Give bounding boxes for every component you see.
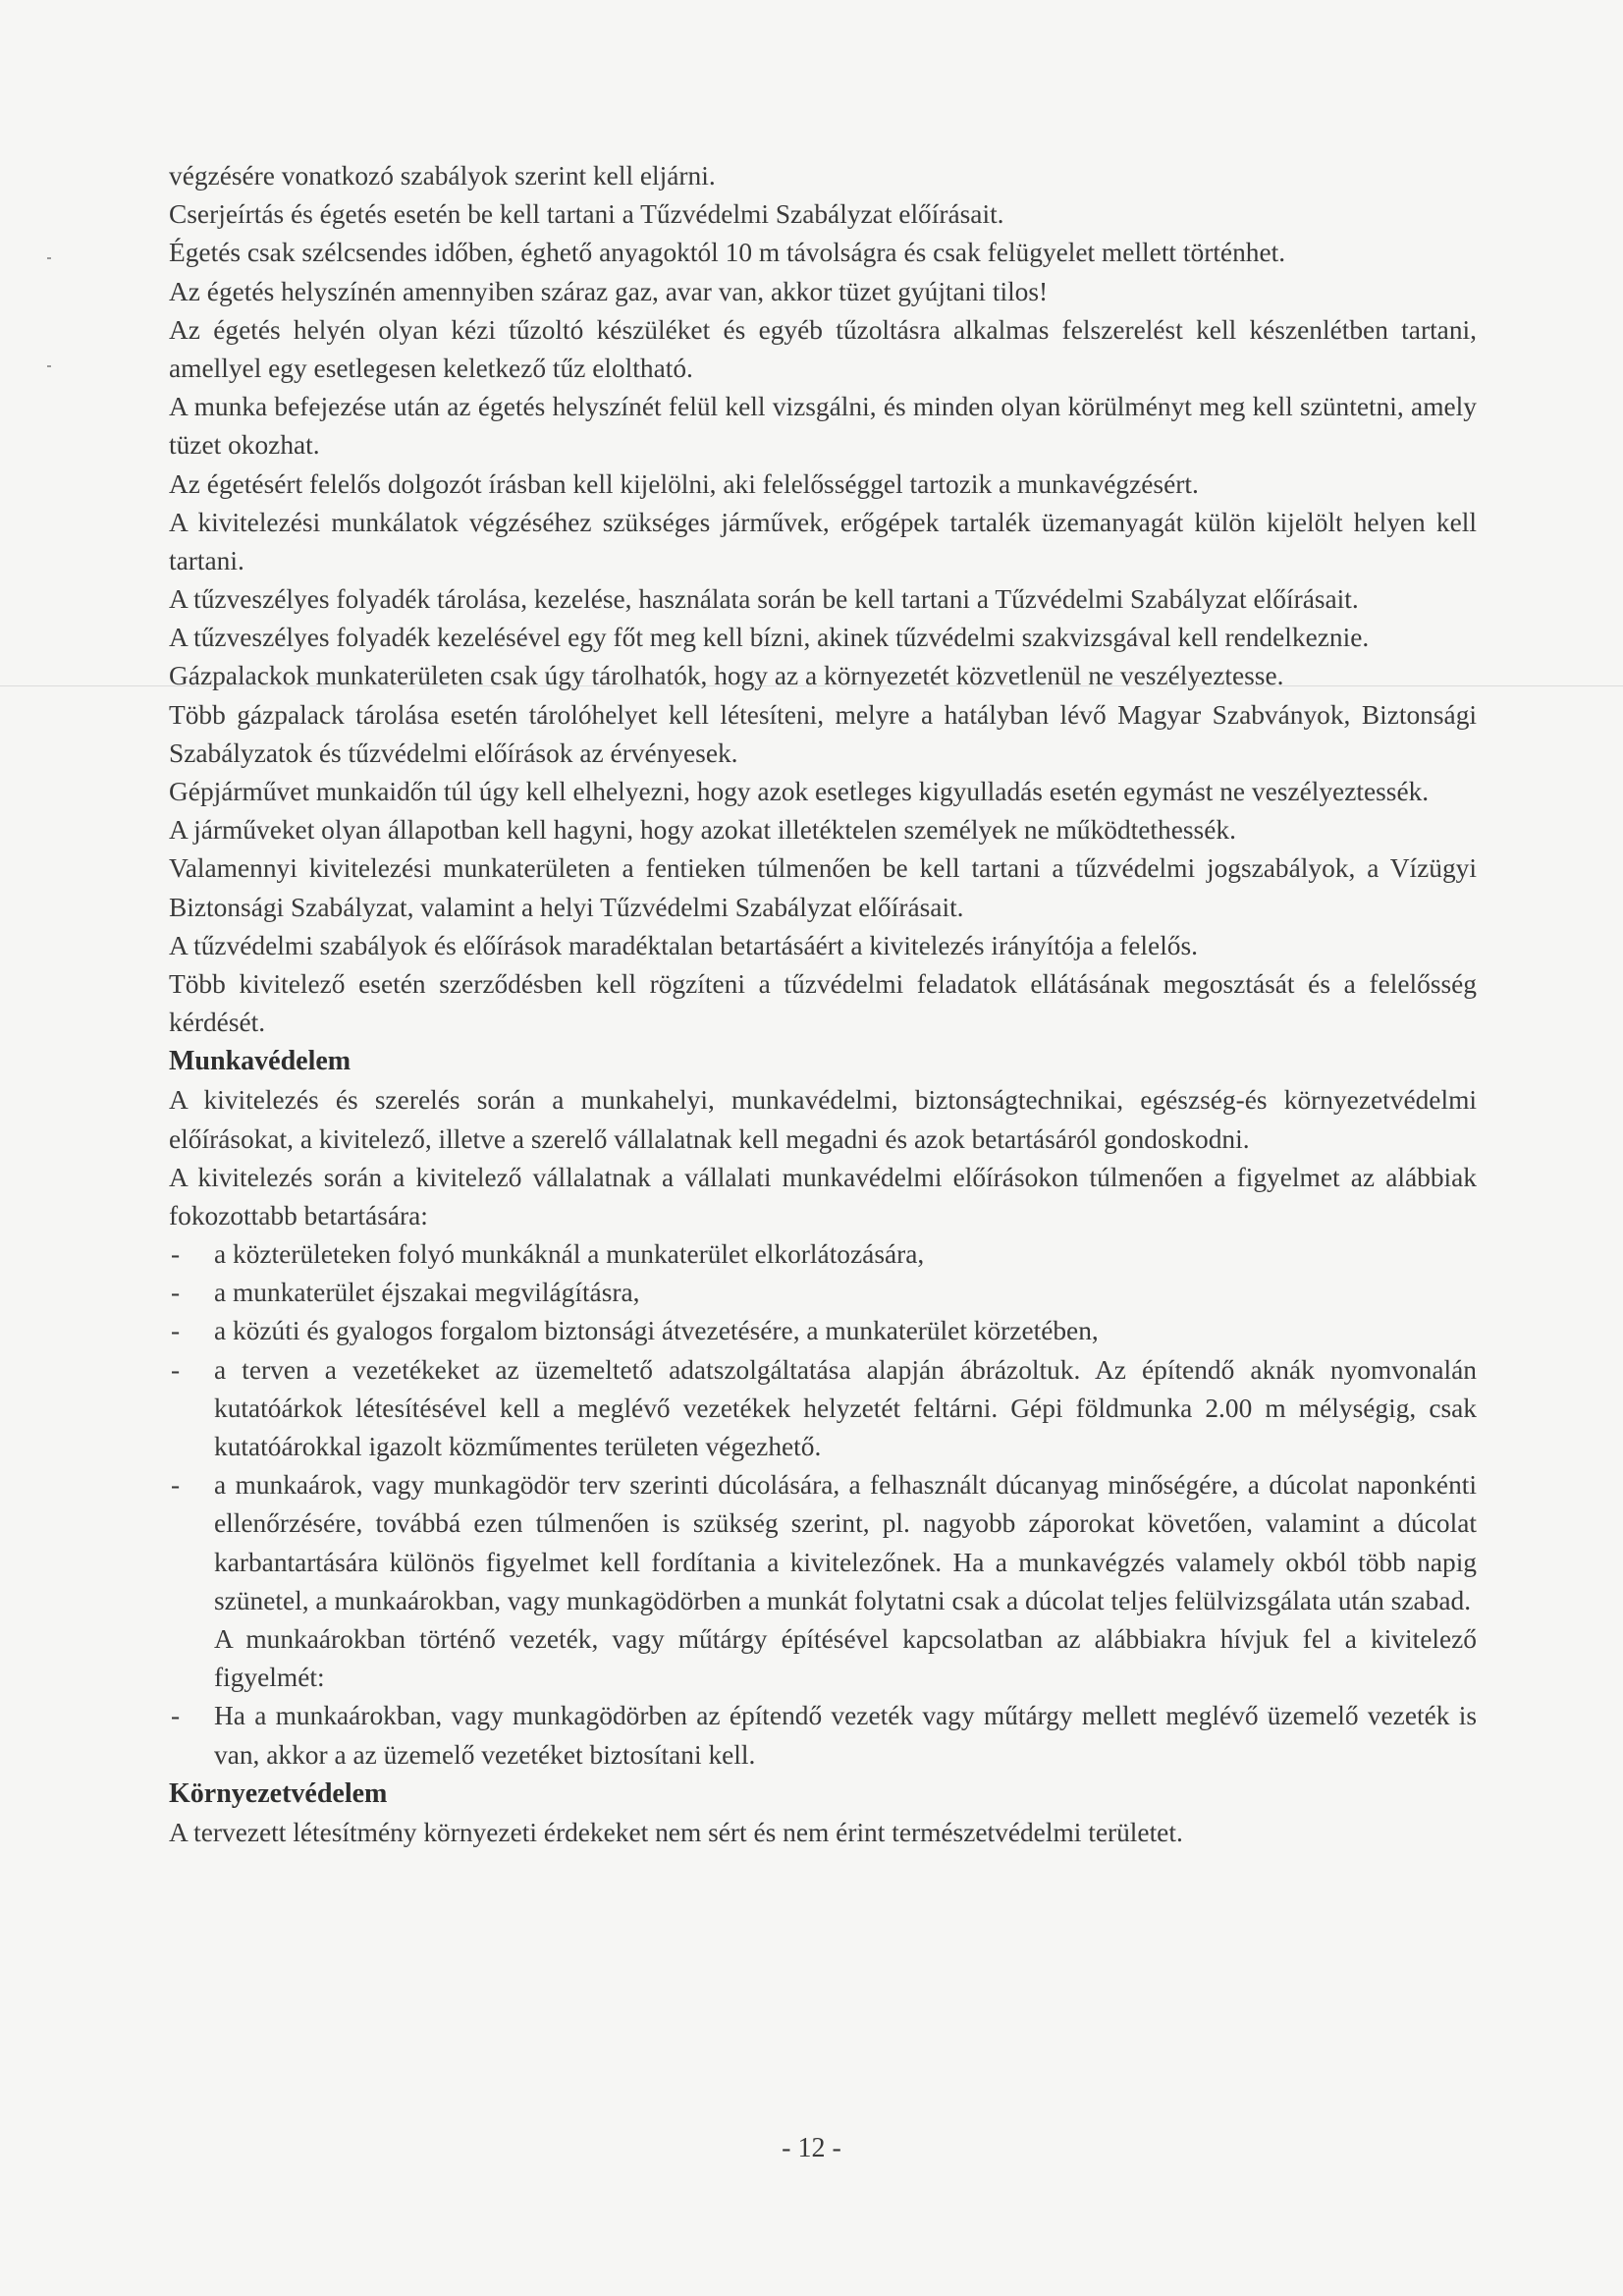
paragraph: Az égetésért felelős dolgozót írásban kell kijelölni, aki felelősséggel tartozik a munkavégzésért.: [169, 468, 1199, 499]
paragraph: A járműveket olyan állapotban kell hagyni, hogy azokat illetéktelen személyek ne működtethessék.: [169, 815, 1236, 846]
paragraph: végzésére vonatkozó szabályok szerint kell eljárni.: [169, 161, 716, 191]
section-heading-munkavedelem: Munkavédelem: [169, 1046, 352, 1077]
paragraph: Több gázpalack tárolása esetén tárolóhelyet kell létesíteni, melyre a hatályban lévő Magyar Szabványok, Biztonsági Szabályzatok és tűzvédelmi előírások az érvényesek.: [169, 699, 1477, 768]
paragraph: A munka befejezése után az égetés helyszínét felül kell vizsgálni, és minden olyan körülményt meg kell szüntetni, amely tüzet okozhat.: [169, 392, 1477, 461]
paragraph: A kivitelezési munkálatok végzéséhez szükséges járművek, erőgépek tartalék üzemanyagát külön kijelölt helyen kell tartani.: [169, 507, 1477, 575]
paragraph: A tűzvédelmi szabályok és előírások maradéktalan betartásáért a kivitelezés irányítója a felelős.: [169, 930, 1199, 960]
list-item: - a munkaárok, vagy munkagödör terv szerinti dúcolására, a felhasznált dúcanyag minőségére, a dúcolat naponkénti ellenőrzésére, továbbá ezen túlmenően is szükség szerint, pl. nagyobb záporokat követően, valamint a dúcolat karbantartására különös figyelmet kell fordítania a kivitelezőnek. Ha a munkavégzés valamely okból több napig szünetel, a munkaárokban, vagy munkagödörben a munkát folytatni csak a dúcolat teljes felülvizsgálata után szabad.: [169, 1466, 1477, 1620]
margin-mark: [47, 257, 51, 259]
paragraph: Valamennyi kivitelezési munkaterületen a fentieken túlmenően be kell tartani a tűzvédelmi jogszabályok, a Vízügyi Biztonsági Szabályzat, valamint a helyi Tűzvédelmi Szabályzat előírásait.: [169, 853, 1477, 922]
list-item: - a munkaterület éjszakai megvilágításra,: [169, 1274, 1477, 1312]
page-number: - 12 -: [782, 2133, 841, 2163]
paragraph: A kivitelezés és szerelés során a munkahelyi, munkavédelmi, biztonságtechnikai, egészség-és környezetvédelmi előírásokat, a kivitelező, illetve a szerelő vállalatnak kell megadni és azok betartásáról gondoskodni.: [169, 1085, 1477, 1154]
requirements-list: [169, 1235, 1477, 1620]
list-item: - Ha a munkaárokban, vagy munkagödörben az építendő vezeték vagy műtárgy mellett meglévő üzemelő vezeték is van, akkor a az üzemelő vezetéket biztosítani kell.: [169, 1697, 1477, 1774]
paragraph: Az égetés helyén olyan kézi tűzoltó készüléket és egyéb tűzoltásra alkalmas felszerelést kell készenlétben tartani, amellyel egy esetlegesen keletkező tűz eloltható.: [169, 314, 1477, 383]
list-item: - a terven a vezetékeket az üzemeltető adatszolgáltatása alapján ábrázoltuk. Az építendő aknák nyomvonalán kutatóárkok létesítésével kell a meglévő vezetékek helyzetét feltárni. Gépi földmunka 2.00 m mélységig, csak kutatóárokkal igazolt közműmentes területen végezhető.: [169, 1351, 1477, 1467]
requirements-list-2: [169, 1697, 1477, 1774]
paragraph: A kivitelezés során a kivitelező vállalatnak a vállalati munkavédelmi előírásokon túlmenően a figyelmet az alábbiak fokozottabb betartására:: [169, 1162, 1477, 1230]
document-body: [169, 157, 1477, 1852]
margin-mark: [47, 365, 51, 367]
list-item: - a közúti és gyalogos forgalom biztonsági átvezetésére, a munkaterület körzetében,: [169, 1312, 1477, 1350]
paragraph: A tűzveszélyes folyadék kezelésével egy főt meg kell bízni, akinek tűzvédelmi szakvizsgával kell rendelkeznie.: [169, 623, 1370, 653]
paragraph: Gázpalackok munkaterületen csak úgy tárolhatók, hogy az a környezetét közvetlenül ne veszélyeztesse.: [169, 661, 1284, 691]
paragraph: Égetés csak szélcsendes időben, éghető anyagoktól 10 m távolságra és csak felügyelet mellett történhet.: [169, 238, 1286, 268]
indented-paragraph: A munkaárokban történő vezeték, vagy műtárgy építésével kapcsolatban az alábbiakra hívjuk fel a kivitelező figyelmét:: [214, 1623, 1477, 1693]
section-heading-kornyezetvedelem: Környezetvédelem: [169, 1777, 388, 1809]
paragraph: A tervezett létesítmény környezeti érdekeket nem sért és nem érint természetvédelmi területet.: [169, 1817, 1183, 1847]
paragraph: Cserjeírtás és égetés esetén be kell tartani a Tűzvédelmi Szabályzat előírásait.: [169, 199, 1004, 230]
paragraph: Az égetés helyszínén amennyiben száraz gaz, avar van, akkor tüzet gyújtani tilos!: [169, 276, 1049, 306]
list-item: - a közterületeken folyó munkáknál a munkaterület elkorlátozására,: [169, 1235, 1477, 1274]
paragraph: A tűzveszélyes folyadék tárolása, kezelése, használata során be kell tartani a Tűzvédelmi Szabályzat előírásait.: [169, 584, 1359, 615]
paragraph: Több kivitelező esetén szerződésben kell rögzíteni a tűzvédelmi feladatok ellátásának megosztását és a felelősség kérdését.: [169, 968, 1477, 1038]
paragraph: Gépjárművet munkaidőn túl úgy kell elhelyezni, hogy azok esetleges kigyulladás esetén egymást ne veszélyeztessék.: [169, 777, 1430, 806]
